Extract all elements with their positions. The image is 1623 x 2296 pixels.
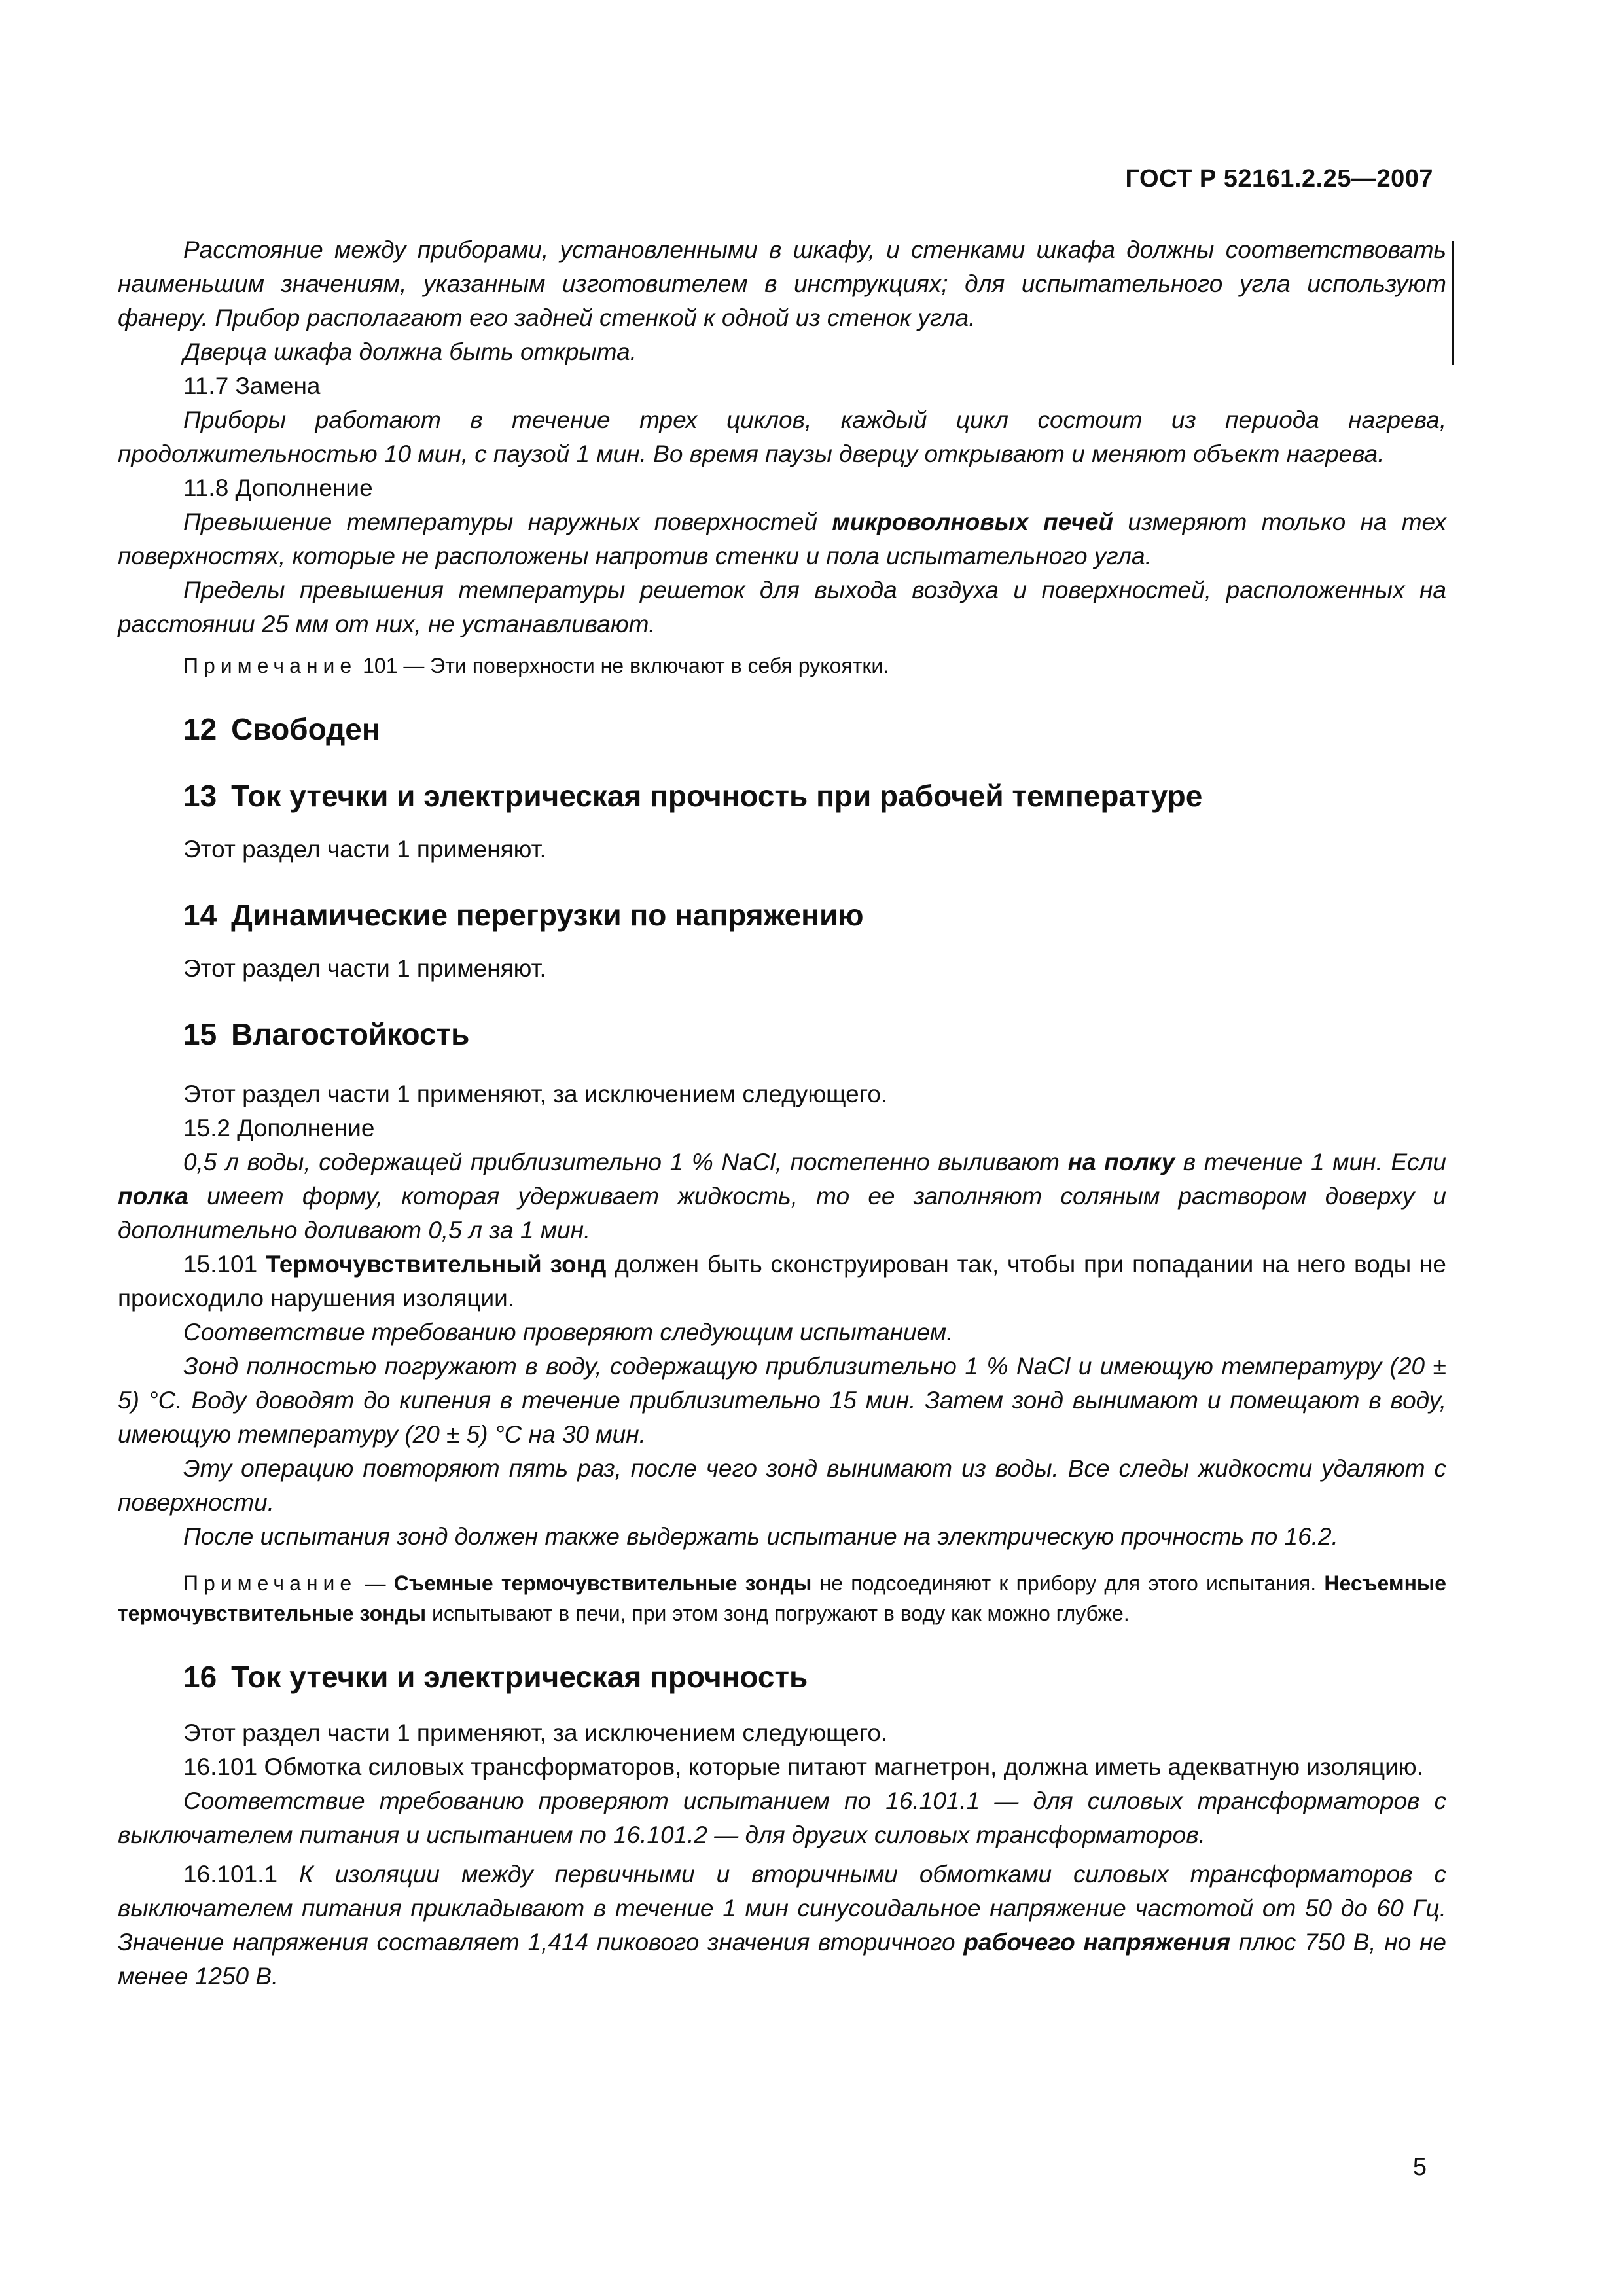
paragraph-door-open: Дверца шкафа должна быть открыта. [183,338,637,365]
section-title: Свободен [231,712,380,746]
text-part: в течение 1 мин. Если [1175,1149,1446,1175]
paragraph-transformer-tests: Соответствие требованию проверяют испытанием по 16.101.1 — для силовых трансформаторов с выключателем питания и испытанием по 16.101.2 — для других силовых трансформаторов. [118,1787,1446,1848]
section-14-text: Этот раздел части 1 применяют. [183,955,546,982]
term-shelf: полка [118,1183,189,1210]
term-temperature-probe: Термочувствительный зонд [265,1251,607,1278]
spacer [118,816,1446,833]
clause-16-101: 16.101 Обмотка силовых трансформаторов, которые питают магнетрон, должна иметь адекватную изоляцию. [183,1753,1423,1780]
term-microwave-ovens: микроволновых печей [832,509,1114,535]
term-nonremovable-probes: Несъемные термочувствительные зонды [118,1571,1447,1625]
paragraph-grille-limits: Пределы превышения температуры решеток для выхода воздуха и поверхностей, расположенных на расстоянии 25 мм от них, не устанавливают. [118,577,1446,637]
clause-15-2: 15.2 Дополнение [183,1115,375,1141]
section-heading-12 [118,709,1446,749]
term-removable-probes: Съемные термочувствительные зонды [393,1571,812,1595]
paragraph-probe-immersion: Зонд полностью погружают в воду, содержащую приблизительно 1 % NaCl и имеющую температуру (20 ± 5) °С. Воду доводят до кипения в течение приблизительно 15 мин. Затем зонд вынимают и помещают в воду, имеющую температуру (20 ± 5) °С на 30 мин. [118,1353,1446,1448]
section-heading-14 [118,895,1446,935]
paragraph-compliance-check: Соответствие требованию проверяют следующим испытанием. [183,1319,954,1346]
section-heading-15 [118,1014,1446,1054]
note-label: Примечание [183,654,357,677]
note-dash: — [357,1571,394,1595]
spacer [118,986,1446,1014]
text-part: испытывают в печи, при этом зонд погружают в воду как можно глубже. [426,1602,1130,1625]
clause-15-101 [118,1247,1446,1316]
paragraph-cabinet-distance: Расстояние между приборами, установленными в шкафу, и стенками шкафа должны соответствовать наименьшим значениям, указанным изготовителем в инструкциях; для испытательного угла используют фанеру. Прибор располагают его задней стенкой к одной из стенок угла. [118,236,1446,331]
clause-11-7: 11.7 Замена [183,372,321,399]
note-probes [118,1568,1446,1628]
clause-11-8: 11.8 Дополнение [183,475,373,501]
spacer [118,1696,1446,1716]
section-number: 13 [183,779,217,813]
section-heading-16 [118,1657,1446,1696]
page-number: 5 [1412,2153,1427,2181]
text-part: измеряют только на тех поверхностях, которые не расположены напротив стенки и пола испытательного угла. [118,509,1446,569]
clause-16-101-1 [118,1857,1446,1994]
section-number: 15 [183,1017,217,1051]
change-bar [1452,241,1454,365]
note-text: 101 — Эти поверхности не включают в себя рукоятки. [357,654,889,677]
paragraph-water-on-shelf [118,1145,1446,1247]
clause-number: 15.101 [183,1251,266,1278]
paragraph-repeat-five: Эту операцию повторяют пять раз, после чего зонд вынимают из воды. Все следы жидкости удаляют с поверхности. [118,1455,1446,1516]
section-15-text: Этот раздел части 1 применяют, за исключением следующего. [183,1081,888,1107]
term-working-voltage: рабочего напряжения [963,1929,1230,1956]
section-16-text: Этот раздел части 1 применяют, за исключением следующего. [183,1719,888,1746]
standard-header: ГОСТ Р 52161.2.25—2007 [1125,165,1433,192]
page-content [118,233,1446,1994]
section-title: Влагостойкость [231,1017,470,1051]
section-number: 16 [183,1660,217,1694]
paragraph-electric-strength: После испытания зонд должен также выдержать испытание на электрическую прочность по 16.2. [183,1523,1338,1550]
spacer [118,1628,1446,1657]
section-number: 12 [183,712,217,746]
text-part: К изоляции между первичными и вторичными обмотками силовых трансформаторов с выключателем питания прикладывают в течение 1 мин синусоидальное напряжение частотой от 50 до 60 Гц. Значение напряжения составляет 1,414 пикового значения вторичного [118,1861,1446,1956]
section-title: Ток утечки и электрическая прочность [231,1660,808,1694]
section-number: 14 [183,898,217,932]
section-title: Динамические перегрузки по напряжению [231,898,864,932]
spacer [118,867,1446,895]
spacer [118,935,1446,952]
term-shelf: на полку [1067,1149,1175,1175]
paragraph-temperature-rise [118,505,1446,573]
text-part: Превышение температуры наружных поверхностей [183,509,832,535]
note-label: Примечание [183,1571,357,1595]
spacer [118,1054,1446,1077]
note-101 [118,651,1446,681]
text-part: не подсоединяют к прибору для этого испытания. [812,1571,1325,1595]
section-title: Ток утечки и электрическая прочность при рабочей температуре [231,779,1203,813]
text-part: должен быть сконструирован так, чтобы при попадании на него воды не происходило нарушения изоляции. [118,1251,1446,1312]
text-part: 0,5 л воды, содержащей приблизительно 1 % NaCl, постепенно выливают [183,1149,1068,1175]
spacer [118,749,1446,776]
paragraph-cycles: Приборы работают в течение трех циклов, каждый цикл состоит из периода нагрева, продолжительностью 10 мин, с паузой 1 мин. Во время паузы дверцу открывают и меняют объект нагрева. [118,406,1446,467]
text-part: имеет форму, которая удерживает жидкость, то ее заполняют соляным раствором доверху и дополнительно доливают 0,5 л за 1 мин. [118,1183,1446,1244]
text-part: плюс 750 В, но не менее 1250 В. [118,1929,1446,1990]
spacer [118,681,1446,709]
clause-number: 16.101.1 [183,1861,300,1888]
section-13-text: Этот раздел части 1 применяют. [183,836,546,863]
section-heading-13 [118,776,1446,816]
